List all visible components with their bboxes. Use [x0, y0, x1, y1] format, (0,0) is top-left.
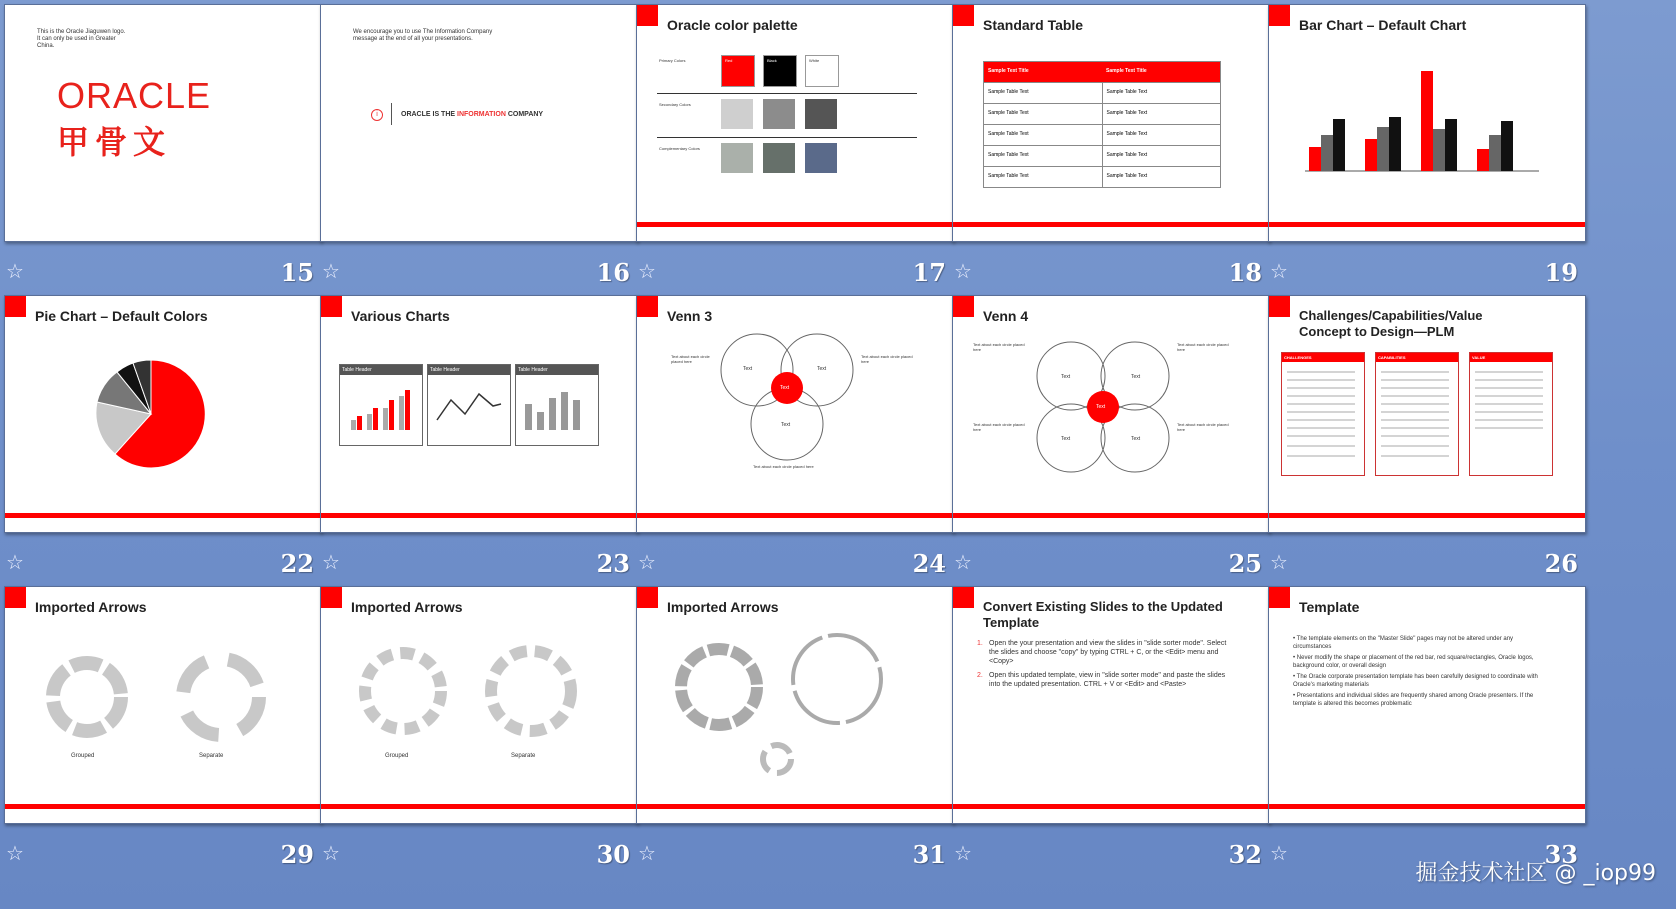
arrow-label: Separate: [199, 753, 224, 759]
red-bar: [637, 513, 953, 518]
slide-31[interactable]: [636, 586, 952, 886]
table-cell: Sample Table Text: [1106, 89, 1148, 95]
swatch-slate: [805, 143, 837, 173]
slide-thumbnail[interactable]: [4, 4, 322, 242]
slide-thumbnail[interactable]: [952, 295, 1270, 533]
chart-bar: [1333, 119, 1345, 171]
slide-number: 33: [1544, 840, 1578, 869]
star-outline-icon[interactable]: ☆: [1270, 552, 1288, 574]
table-cell: Sample Table Text: [984, 104, 1103, 124]
slide-number: 24: [912, 549, 946, 578]
slide-title: Imported Arrows: [35, 599, 147, 615]
slide-26[interactable]: [1268, 295, 1584, 595]
venn-circle-label: Text: [817, 366, 827, 372]
swatch-olive: [763, 143, 795, 173]
chart-bar: [1421, 71, 1433, 171]
slide-thumbnail[interactable]: [636, 586, 954, 824]
chart-bar: [1365, 139, 1377, 171]
slide-24[interactable]: [636, 295, 952, 595]
chart-bar: [1445, 119, 1457, 171]
slide-title: Convert Existing Slides to the Updated Template: [983, 599, 1223, 630]
bar-chart: [1269, 5, 1585, 241]
star-outline-icon[interactable]: ☆: [954, 261, 972, 283]
table-cell: Sample Table Text: [1106, 131, 1148, 137]
star-outline-icon[interactable]: ☆: [638, 261, 656, 283]
star-outline-icon[interactable]: ☆: [6, 552, 24, 574]
swatch-label: White: [809, 58, 820, 63]
slide-title: Imported Arrows: [667, 599, 779, 615]
slide-19[interactable]: [1268, 4, 1584, 304]
star-outline-icon[interactable]: ☆: [1270, 843, 1288, 865]
table-row: [984, 82, 1220, 103]
swatch-dark-gray: [805, 99, 837, 129]
swatch-mid-gray: [763, 99, 795, 129]
slide-number: 30: [596, 840, 630, 869]
list-number: 1.: [977, 640, 983, 647]
tagline-highlight: INFORMATION: [457, 111, 506, 118]
slide-number: 26: [1544, 549, 1578, 578]
red-bar: [1269, 222, 1585, 227]
slide-number: 23: [596, 549, 630, 578]
red-bar: [637, 222, 953, 227]
star-outline-icon[interactable]: ☆: [954, 552, 972, 574]
slide-note: This is the Oracle Jiaguwen logo. It can only be used in Greater China.: [37, 29, 126, 49]
slide-thumbnail[interactable]: [1268, 586, 1586, 824]
venn-note: Text about each circle placed here: [973, 342, 1025, 352]
arrow-label: Separate: [511, 753, 536, 759]
venn-circle-label: Text: [743, 366, 753, 372]
red-bar: [321, 804, 637, 809]
arrow-cycles: [321, 587, 637, 823]
star-outline-icon[interactable]: ☆: [322, 261, 340, 283]
slide-title: Oracle color palette: [667, 17, 798, 33]
swatch-sage: [721, 143, 753, 173]
list-item-text: Open the your presentation and view the slides in "slide sorter mode". Select the slides and choose "copy" by typing CTRL + C, or the <Edit> menu and <Copy>: [989, 640, 1227, 665]
slide-32[interactable]: [952, 586, 1268, 886]
tagline-part: COMPANY: [505, 111, 544, 118]
slide-number: 18: [1228, 258, 1262, 287]
star-outline-icon[interactable]: ☆: [322, 552, 340, 574]
venn-circle-label: Text: [1131, 436, 1141, 442]
slide-number: 16: [596, 258, 630, 287]
slide-title: Template: [1299, 599, 1360, 615]
arrow-cycles: [5, 587, 321, 823]
venn-circle-label: Text: [1061, 436, 1071, 442]
table-cell: Sample Table Text: [984, 125, 1103, 145]
pie-chart: [5, 296, 321, 532]
table-row: [984, 124, 1220, 145]
slide-number: 31: [912, 840, 946, 869]
star-outline-icon[interactable]: ☆: [638, 843, 656, 865]
chart-bar: [1309, 147, 1321, 171]
chart-bar: [1389, 117, 1401, 171]
slide-title: Pie Chart – Default Colors: [35, 308, 208, 324]
oracle-logo: ORACLE: [57, 75, 212, 116]
venn-circle-label: Text: [781, 422, 791, 428]
divider: [657, 137, 917, 138]
list-item: • The template elements on the "Master Slide" pages may not be altered under any circumstances: [1293, 636, 1514, 650]
red-square: [637, 5, 658, 26]
venn-circle-label: Text: [1061, 374, 1071, 380]
slide-30[interactable]: [320, 586, 636, 886]
star-outline-icon[interactable]: ☆: [954, 843, 972, 865]
venn-note: Text about each circle placed here: [1177, 422, 1229, 432]
slide-thumbnail[interactable]: [952, 4, 1270, 242]
palette-row-label: Secondary Colors: [659, 102, 691, 107]
venn3-diagram: [637, 296, 953, 532]
table-header-cell: Sample Text Title: [1106, 68, 1147, 74]
venn-center-label: Text: [1096, 404, 1106, 410]
plm-column-header: VALUE: [1470, 353, 1552, 362]
slide-title: Imported Arrows: [351, 599, 463, 615]
slide-number: 15: [280, 258, 314, 287]
slide-33[interactable]: [1268, 586, 1584, 886]
slide-number: 17: [912, 258, 946, 287]
swatch-light-gray: [721, 99, 753, 129]
table-cell: Sample Table Text: [1106, 173, 1148, 179]
swatch-label: Red: [725, 58, 733, 63]
slide-number: 22: [280, 549, 314, 578]
plm-text-lines: [1269, 296, 1585, 532]
chart-bar: [1489, 135, 1501, 171]
red-square: [1269, 587, 1290, 608]
list-item: • Presentations and individual slides are frequently shared among Oracle presenters. If the template is altered this becomes problematic: [1293, 693, 1534, 707]
arrow-cycles: [637, 587, 953, 823]
venn-note: Text about each circle placed here: [973, 422, 1025, 432]
slide-thumbnail[interactable]: [1268, 4, 1586, 242]
slide-thumbnail[interactable]: [952, 586, 1270, 824]
red-bar: [1269, 804, 1585, 809]
list-item: [977, 671, 1227, 689]
swatch-label: Black: [767, 58, 777, 63]
red-bar: [5, 513, 321, 518]
red-bar: [321, 513, 637, 518]
palette-row-label: Primary Colors: [659, 58, 686, 63]
plm-column-header: CHALLENGES: [1282, 353, 1364, 362]
table-row: [984, 145, 1220, 166]
arrow-label: Grouped: [71, 753, 95, 759]
plm-column-header: CAPABILITIES: [1376, 353, 1458, 362]
slide-29[interactable]: [4, 586, 320, 886]
venn4-diagram: [953, 296, 1269, 532]
venn-note: Text about each circle placed here: [1177, 342, 1229, 352]
slide-thumbnail[interactable]: [636, 295, 954, 533]
slide-thumbnail[interactable]: [320, 586, 638, 824]
star-outline-icon[interactable]: ☆: [6, 843, 24, 865]
slide-17[interactable]: [636, 4, 952, 304]
slide-thumbnail[interactable]: [636, 4, 954, 242]
slide-23[interactable]: [320, 295, 636, 595]
slide-25[interactable]: [952, 295, 1268, 595]
slide-number: 19: [1544, 258, 1578, 287]
slide-title: Standard Table: [983, 17, 1084, 33]
slide-thumbnail[interactable]: [320, 4, 638, 242]
venn-note: Text about each circle placed here: [861, 354, 913, 364]
list-item-text: Presentations and individual slides are frequently shared among Oracle presenters. If the template is altered this becomes problematic: [1293, 693, 1534, 707]
slide-thumbnail[interactable]: [4, 586, 322, 824]
slide-number: 32: [1228, 840, 1262, 869]
red-square: [953, 5, 974, 26]
red-bar: [953, 222, 1269, 227]
table-row: [984, 166, 1220, 187]
list-item-text: The template elements on the "Master Slide" pages may not be altered under any circumstances: [1293, 636, 1514, 650]
panel-header: Table Header: [428, 365, 510, 375]
chart-bar: [1433, 129, 1445, 171]
table-cell: Sample Table Text: [984, 167, 1103, 187]
chart-bar: [1501, 121, 1513, 171]
list-item: [977, 639, 1227, 666]
panel-header: Table Header: [340, 365, 422, 375]
various-charts-graphics: [321, 296, 637, 532]
slide-title: Venn 4: [983, 308, 1029, 324]
watermark: 掘金技术社区 @ _iop99: [1415, 861, 1656, 886]
slide-16[interactable]: [320, 4, 636, 304]
red-bar: [953, 804, 1269, 809]
panel-header: Table Header: [516, 365, 598, 375]
table-cell: Sample Table Text: [984, 146, 1103, 166]
chart-bar: [1321, 135, 1333, 171]
palette-row-label: Complementary Colors: [659, 146, 700, 151]
numbered-list: [977, 639, 1227, 689]
table-header-cell: Sample Text Title: [988, 68, 1029, 74]
chart-bar: [1477, 149, 1489, 171]
star-outline-icon[interactable]: ☆: [638, 552, 656, 574]
venn-center-label: Text: [780, 385, 790, 391]
star-outline-icon[interactable]: ☆: [322, 843, 340, 865]
arrow-label: Grouped: [385, 753, 409, 759]
table-row: [984, 103, 1220, 124]
slide-title: Bar Chart – Default Chart: [1299, 17, 1467, 33]
table-cell: Sample Table Text: [1106, 152, 1148, 158]
slide-number: 25: [1228, 549, 1262, 578]
venn-circle-label: Text: [1131, 374, 1141, 380]
table-cell: Sample Table Text: [1106, 110, 1148, 116]
list-item-text: Never modify the shape or placement of the red bar, red square/rectangles, Oracle logos, background color, or overall design: [1293, 655, 1534, 669]
venn-note: Text about each circle placed here: [753, 464, 814, 469]
red-bar: [953, 513, 1269, 518]
bullet-list: [1293, 635, 1543, 708]
slide-title: Various Charts: [351, 308, 450, 324]
tagline-part: ORACLE IS THE: [401, 111, 458, 118]
list-number: 2.: [977, 672, 983, 679]
slide-title: Challenges/Capabilities/Value Concept to Design—PLM: [1299, 308, 1483, 339]
info-icon: i: [371, 109, 383, 121]
list-item-text: The Oracle corporate presentation template has been carefully designed to coordinate with Oracle's marketing materials: [1293, 674, 1538, 688]
slide-thumbnail[interactable]: [320, 295, 638, 533]
tagline: [401, 111, 543, 118]
slide-thumbnail[interactable]: [1268, 295, 1586, 533]
slide-note: We encourage you to use The Information Company message at the end of all your presentations.: [353, 29, 493, 42]
list-item: • Never modify the shape or placement of the red bar, red square/rectangles, Oracle logos, background color, or overall design: [1293, 655, 1534, 669]
list-item: • The Oracle corporate presentation template has been carefully designed to coordinate with Oracle's marketing materials: [1293, 674, 1538, 688]
slide-18[interactable]: [952, 4, 1268, 304]
table-cell: Sample Table Text: [984, 83, 1103, 103]
standard-table: [983, 61, 1221, 188]
red-bar: [1269, 513, 1585, 518]
table-header-row: [984, 62, 1220, 82]
slide-title: Venn 3: [667, 308, 713, 324]
slide-number: 29: [280, 840, 314, 869]
slide-15[interactable]: [4, 4, 320, 304]
red-bar: [637, 804, 953, 809]
venn-note: Text about each circle placed here: [671, 354, 710, 364]
divider: [391, 103, 392, 125]
slide-thumbnail[interactable]: [4, 295, 322, 533]
star-outline-icon[interactable]: ☆: [6, 261, 24, 283]
chart-bar: [1377, 127, 1389, 171]
red-bar: [5, 804, 321, 809]
oracle-cjk-logo: 甲骨文: [57, 124, 172, 160]
star-outline-icon[interactable]: ☆: [1270, 261, 1288, 283]
divider: [657, 93, 917, 94]
slide-22[interactable]: [4, 295, 320, 595]
list-item-text: Open this updated template, view in "slide sorter mode" and paste the slides into the updated presentation. CTRL + V or <Edit> and <Paste>: [989, 672, 1226, 688]
red-square: [953, 587, 974, 608]
